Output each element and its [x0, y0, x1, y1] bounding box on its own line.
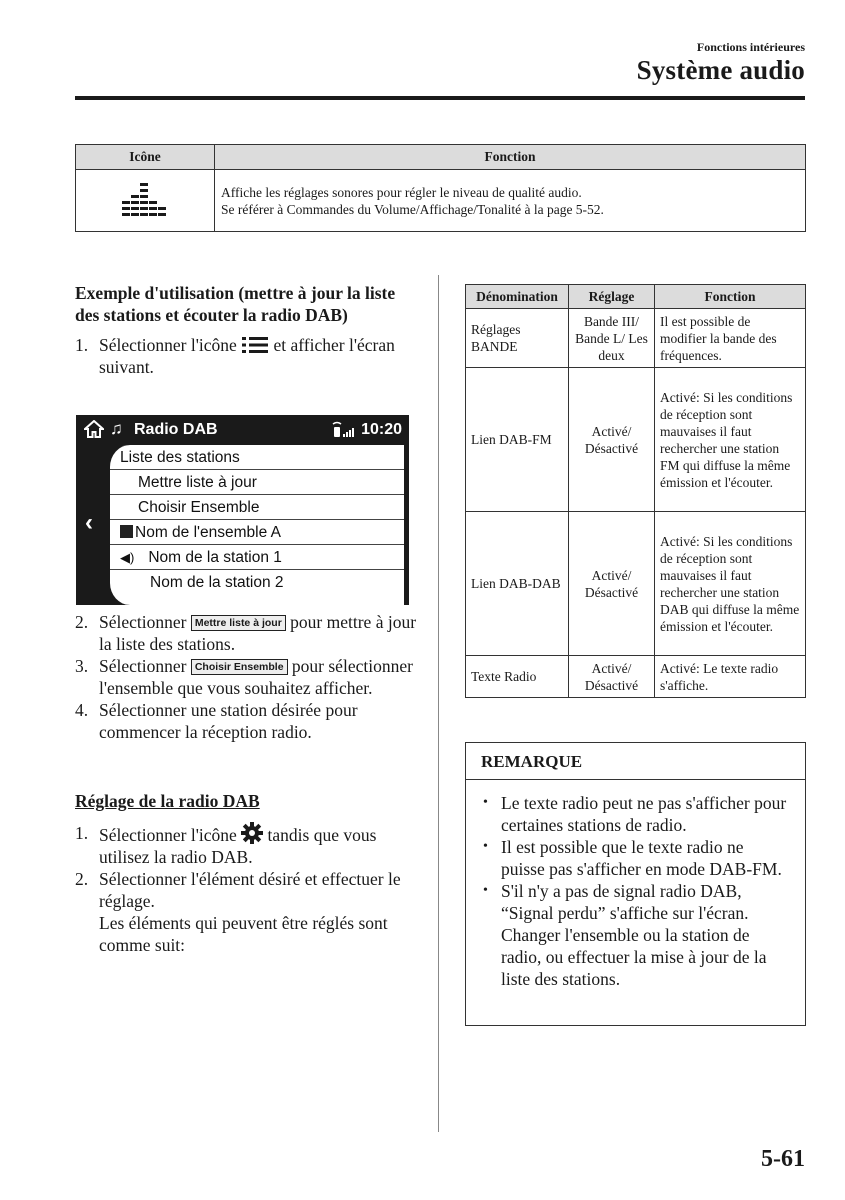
- remarque-title: REMARQUE: [466, 743, 805, 780]
- page-title: Système audio: [636, 55, 805, 85]
- step-text: Sélectionner: [99, 656, 187, 676]
- step-text: Sélectionner l'élément désiré et effectuer le réglage.: [99, 869, 401, 911]
- table-row: [466, 309, 806, 368]
- ensemble-icon: [120, 525, 133, 538]
- table-cell: Lien DAB-DAB: [466, 512, 569, 656]
- col-header-icon: Icône: [76, 145, 215, 170]
- table-cell: Activé/ Désactivé: [569, 512, 655, 656]
- step-text: Sélectionner: [99, 612, 187, 632]
- function-cell: [215, 170, 806, 232]
- radio-dab-screen: [76, 415, 409, 605]
- table-cell: Lien DAB-FM: [466, 368, 569, 512]
- screen-status-bar: [76, 415, 409, 445]
- step-number: 1.: [75, 823, 89, 843]
- dab-settings-section: [75, 790, 420, 956]
- step-text: Sélectionner une station désirée pour commencer la réception radio.: [99, 700, 358, 742]
- step-text: pour sélectionner l'ensemble que vous souhaitez afficher.: [99, 656, 413, 698]
- column-divider: [438, 275, 439, 1132]
- update-list-item[interactable]: Mettre liste à jour: [110, 470, 404, 495]
- step-text: pour mettre à jour la liste des stations.: [99, 612, 417, 654]
- example-steps: [75, 334, 420, 378]
- table-cell: Activé: Si les conditions de réception sont mauvaises il faut rechercher une station DAB qui diffuse la même émission et l'écouter.: [655, 512, 806, 656]
- table-cell: Activé: Si les conditions de réception sont mauvaises il faut rechercher une station FM qui diffuse la même émission et l'écouter.: [655, 368, 806, 512]
- table-cell: Il est possible de modifier la bande des fréquences.: [655, 309, 806, 368]
- ensemble-item[interactable]: [110, 520, 404, 545]
- table-row: [466, 368, 806, 512]
- step-number: 4.: [75, 700, 89, 720]
- gear-icon: [241, 822, 263, 844]
- example-section: [75, 282, 420, 378]
- steps-list: [75, 611, 420, 743]
- step-text: tandis que vous utilisez la radio DAB.: [99, 825, 377, 867]
- header-rule: [75, 96, 805, 100]
- station-item[interactable]: [110, 545, 404, 570]
- station-item[interactable]: Nom de la station 2: [150, 574, 284, 591]
- step-text: Sélectionner l'icône: [99, 335, 237, 355]
- remarque-box: [465, 742, 806, 1026]
- step-number: 2.: [75, 612, 89, 632]
- list-item: [75, 699, 420, 743]
- dab-settings-table: [465, 284, 806, 698]
- table-cell: Activé/ Désactivé: [569, 368, 655, 512]
- bullet: •: [483, 795, 488, 810]
- screen-title: Radio DAB: [134, 421, 218, 438]
- list-header: Liste des stations: [110, 445, 404, 470]
- icon-function-table: [75, 144, 806, 232]
- table-row: [76, 170, 806, 232]
- signal-icon: [332, 421, 358, 439]
- table-row: [466, 512, 806, 656]
- col-header-function: Fonction: [655, 285, 806, 309]
- music-note-icon: ♫: [110, 419, 123, 438]
- station-label: Nom de la station 1: [148, 549, 282, 566]
- list-icon: [241, 336, 269, 354]
- step-number: 2.: [75, 869, 89, 889]
- table-cell: Réglages BANDE: [466, 309, 569, 368]
- table-cell: Texte Radio: [466, 656, 569, 698]
- remarque-list: [466, 780, 805, 990]
- update-list-button-label: Mettre liste à jour: [191, 615, 286, 631]
- table-cell: Bande III/ Bande L/ Les deux: [569, 309, 655, 368]
- list-item: [479, 792, 789, 836]
- list-item: [75, 822, 420, 868]
- col-header-function: Fonction: [215, 145, 806, 170]
- table-cell: Activé: Le texte radio s'affiche.: [655, 656, 806, 698]
- col-header-setting: Réglage: [569, 285, 655, 309]
- table-row: [466, 656, 806, 698]
- step-text: Sélectionner l'icône: [99, 825, 237, 845]
- step-text: et afficher l'écran suivant.: [99, 335, 395, 377]
- list-item: [479, 880, 789, 990]
- choose-ensemble-button-label: Choisir Ensemble: [191, 659, 288, 675]
- speaker-icon: ◀): [120, 550, 135, 565]
- icon-cell: [76, 170, 215, 232]
- clock: 10:20: [361, 421, 402, 438]
- list-item: [479, 836, 789, 880]
- page-number: 5-61: [761, 1146, 805, 1172]
- dab-settings-steps: [75, 822, 420, 956]
- remarque-text: Il est possible que le texte radio ne puisse pas s'afficher en mode DAB-FM.: [501, 837, 782, 879]
- col-header-name: Dénomination: [466, 285, 569, 309]
- ensemble-label: Nom de l'ensemble A: [135, 524, 281, 541]
- example-steps-continued: [75, 611, 420, 743]
- bullet: •: [483, 883, 488, 898]
- table-cell: Activé/ Désactivé: [569, 656, 655, 698]
- step-number: 1.: [75, 335, 89, 355]
- screen-edge: [404, 445, 409, 605]
- remarque-text: Le texte radio peut ne pas s'afficher pour certaines stations de radio.: [501, 793, 787, 835]
- dab-settings-title: Réglage de la radio DAB: [75, 791, 260, 811]
- list-item: [75, 868, 420, 956]
- bullet: •: [483, 839, 488, 854]
- remarque-text: S'il n'y a pas de signal radio DAB, “Signal perdu” s'affiche sur l'écran. Changer l'ensemble ou la station de radio, ou effectuer la mise à jour de la liste des stations.: [501, 881, 767, 989]
- step-text: Les éléments qui peuvent être réglés sont comme suit:: [99, 913, 388, 955]
- back-arrow-icon[interactable]: ‹: [85, 509, 93, 536]
- home-icon[interactable]: [84, 420, 104, 438]
- function-line-1: Affiche les réglages sonores pour régler le niveau de qualité audio.: [221, 184, 582, 200]
- list-item: [75, 334, 420, 378]
- choose-ensemble-item[interactable]: Choisir Ensemble: [110, 495, 404, 520]
- station-list: [108, 445, 404, 605]
- step-number: 3.: [75, 656, 89, 676]
- list-item: [75, 655, 420, 699]
- equalizer-icon: [120, 181, 170, 221]
- example-title: Exemple d'utilisation (mettre à jour la liste des stations et écouter la radio DAB): [75, 283, 396, 325]
- list-item: [75, 611, 420, 655]
- section-label: Fonctions intérieures: [696, 40, 805, 54]
- function-line-2: Se référer à Commandes du Volume/Affichage/Tonalité à la page 5-52.: [221, 201, 604, 217]
